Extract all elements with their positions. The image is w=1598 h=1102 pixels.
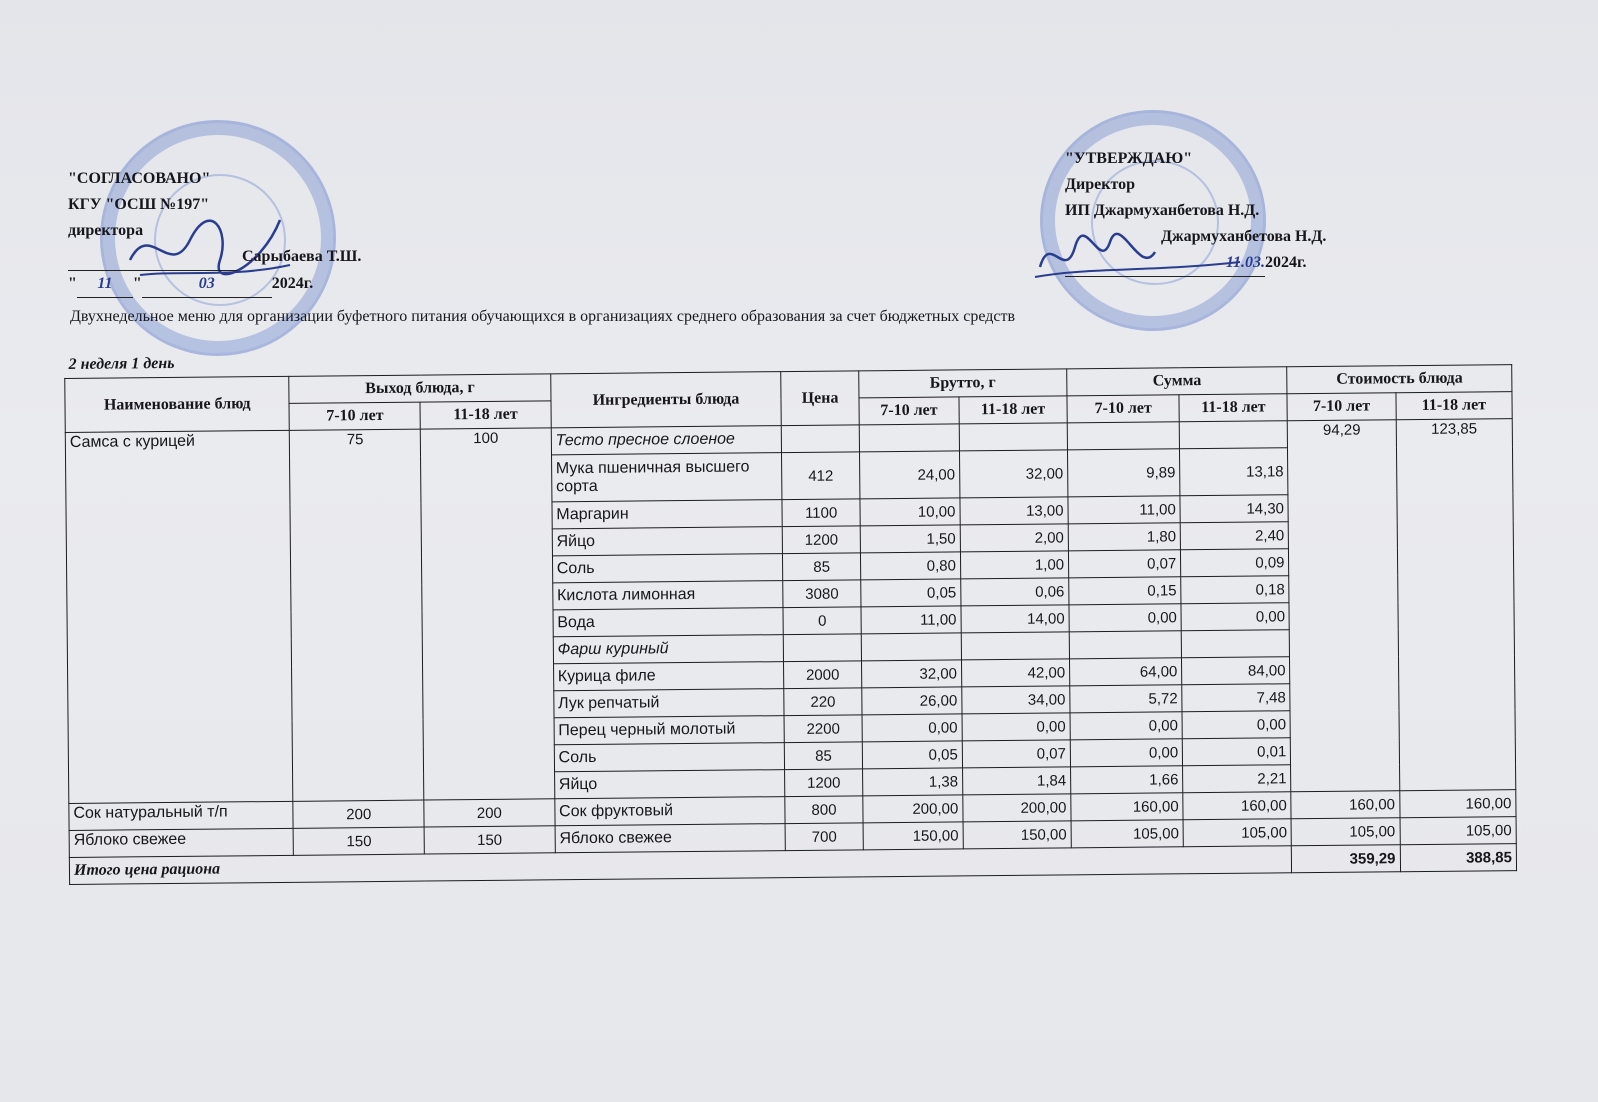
approval-left-heading: "СОГЛАСОВАНО" [68,170,211,187]
ingredient-name: Тесто пресное слоеное [551,426,782,455]
approval-left-date: " 11 " 03 2024г. [68,271,361,298]
approval-right-org: ИП Джармуханбетова Н.Д. [1065,202,1260,219]
brutto-age1: 200,00 [863,795,963,823]
approval-right-date [1065,250,1326,277]
header-dish: Наименование блюд [65,376,290,432]
ingredient-name: Кислота лимонная [552,581,783,610]
dish-cost-age1: 94,29 [1288,420,1400,792]
sum-age2: 160,00 [1183,792,1291,820]
approval-left-position: директора [68,222,144,239]
sum-age1: 5,72 [1070,685,1182,713]
approval-left-block [68,166,361,298]
brutto-age1: 26,00 [862,687,962,715]
brutto-age1: 0,05 [862,741,962,769]
ingredient-name: Лук репчатый [553,689,784,718]
header-cost: Стоимость блюда [1287,365,1512,394]
ingredient-name: Сок фруктовый [555,797,786,826]
approval-right-block [1065,146,1326,277]
brutto-age1: 150,00 [863,822,963,850]
sum-age1 [1067,422,1179,450]
brutto-age2: 1,00 [960,551,1068,579]
sum-age1: 105,00 [1071,820,1183,848]
header-cost-age2: 11-18 лет [1396,392,1513,420]
sum-age2: 0,01 [1183,738,1291,766]
brutto-age2: 32,00 [959,450,1068,498]
sum-age1: 0,00 [1070,712,1182,740]
header-sum-age1: 7-10 лет [1067,395,1179,423]
header-sum-age2: 11-18 лет [1179,394,1287,422]
sum-age2: 13,18 [1180,448,1289,496]
ingredient-price: 85 [783,553,861,581]
brutto-age1 [861,633,961,661]
dish-name: Самса с курицей [65,430,293,803]
header-brutto-age2: 11-18 лет [959,396,1067,424]
sum-age2: 14,30 [1180,495,1288,523]
approval-left-day: 11 [77,271,133,298]
brutto-age1: 0,80 [860,552,960,580]
ingredient-price: 1200 [785,769,863,797]
total-cost-age2: 388,85 [1400,844,1517,872]
header-yield-age1: 7-10 лет [289,402,420,430]
total-label: Итого цена рациона [69,846,1292,885]
brutto-age1: 24,00 [859,451,959,499]
header-yield-age2: 11-18 лет [420,401,551,429]
approval-right-name: Джармуханбетова Н.Д. [1161,228,1327,245]
dish-cost-age1: 105,00 [1291,818,1399,846]
brutto-age2: 0,06 [961,578,1069,606]
ingredient-price: 800 [785,796,863,824]
sum-age2: 0,00 [1181,603,1289,631]
dish-yield-age2: 150 [424,826,555,854]
brutto-age1: 0,05 [861,579,961,607]
dish-name: Яблоко свежее [69,828,294,857]
dish-cost-age2: 105,00 [1400,817,1517,845]
week-day-label: 2 неделя 1 день [68,354,175,373]
ingredient-price: 0 [783,607,861,635]
dish-cost-age2: 123,85 [1396,419,1516,791]
sum-age2: 2,40 [1180,522,1288,550]
sum-age1: 0,00 [1070,739,1182,767]
sum-age1: 1,66 [1071,766,1183,794]
brutto-age2: 2,00 [960,524,1068,552]
header-ingredients: Ингредиенты блюда [550,372,781,428]
sum-age1: 11,00 [1068,496,1180,524]
sum-age1: 64,00 [1070,658,1182,686]
sum-age2: 105,00 [1183,819,1291,847]
ingredient-price: 2000 [784,661,862,689]
sum-age2: 84,00 [1182,657,1290,685]
sum-age2 [1181,630,1289,658]
ingredient-name: Соль [554,743,785,772]
ingredient-name: Мука пшеничная высшего сорта [551,453,782,502]
ingredient-name: Яйцо [552,527,783,556]
approval-right-heading: "УТВЕРЖДАЮ" [1065,150,1193,167]
brutto-age1: 11,00 [861,606,961,634]
dish-yield-age1: 150 [294,827,425,855]
brutto-age2: 34,00 [962,686,1070,714]
brutto-age2: 0,00 [962,713,1070,741]
ingredient-price: 1200 [783,526,861,554]
sum-age1: 160,00 [1071,793,1183,821]
approval-left-signature-line [68,244,361,271]
sum-age1: 0,15 [1069,577,1181,605]
header-yield: Выход блюда, г [289,374,550,404]
ingredient-price: 700 [785,823,863,851]
sum-age2: 0,18 [1181,576,1289,604]
brutto-age1: 1,50 [860,525,960,553]
brutto-age1: 0,00 [862,714,962,742]
brutto-age2: 0,07 [962,740,1070,768]
sum-age2: 0,00 [1182,711,1290,739]
ingredient-price [784,634,862,662]
document-title: Двухнедельное меню для организации буфетного питания обучающихся в организациях среднего образования за счет бюджетных средств [70,308,1016,325]
dish-yield-age1: 200 [293,800,424,828]
ingredient-name: Вода [553,608,784,637]
sum-age1: 1,80 [1068,523,1180,551]
ingredient-price: 412 [782,452,860,500]
dish-name: Сок натуральный т/п [69,801,294,830]
dish-yield-age1: 75 [290,429,424,801]
approval-left-name: Сарыбаева Т.Ш. [242,248,362,265]
sum-age2: 2,21 [1183,765,1291,793]
brutto-age2 [959,423,1067,451]
brutto-age1: 1,38 [862,768,962,796]
sum-age1: 0,00 [1069,604,1181,632]
ingredient-price: 2200 [784,715,862,743]
approval-right-year: 2024г. [1265,254,1307,271]
approval-right-position: Директор [1065,176,1135,193]
total-cost-age1: 359,29 [1292,845,1400,873]
ingredient-name: Маргарин [552,500,783,529]
sum-age2: 7,48 [1182,684,1290,712]
header-brutto-age1: 7-10 лет [859,397,959,425]
header-cost-age1: 7-10 лет [1287,393,1395,421]
brutto-age2: 200,00 [963,794,1071,822]
ingredient-name: Яблоко свежее [555,824,786,853]
ingredient-name: Соль [552,554,783,583]
approval-left-org: КГУ "ОСШ №197" [68,196,210,213]
ingredient-name: Перец черный молотый [554,716,785,745]
dish-cost-age1: 160,00 [1291,791,1399,819]
sum-age1: 0,07 [1068,550,1180,578]
brutto-age2 [961,632,1069,660]
brutto-age1 [859,424,959,452]
approval-right-day: 11.03. [1065,250,1265,277]
brutto-age1: 10,00 [860,498,960,526]
ingredient-price: 1100 [782,499,860,527]
ingredient-price: 85 [785,742,863,770]
ingredient-price: 220 [784,688,862,716]
header-sum: Сумма [1067,367,1288,396]
ingredient-name: Яйцо [554,770,785,799]
dish-cost-age2: 160,00 [1399,790,1516,818]
ingredient-name: Фарш куриный [553,635,784,664]
brutto-age2: 13,00 [960,497,1068,525]
sum-age1: 9,89 [1068,449,1181,497]
brutto-age2: 150,00 [963,821,1071,849]
header-brutto: Брутто, г [859,369,1067,398]
brutto-age2: 14,00 [961,605,1069,633]
brutto-age2: 1,84 [962,767,1070,795]
brutto-age1: 32,00 [861,660,961,688]
ingredient-price: 3080 [783,580,861,608]
header-price: Цена [781,371,859,426]
ingredient-price [782,425,860,453]
ingredient-name: Курица филе [553,662,784,691]
sum-age2 [1179,421,1287,449]
approval-left-year: 2024г. [271,275,314,292]
brutto-age2: 42,00 [961,659,1069,687]
sum-age2: 0,09 [1181,549,1289,577]
dish-yield-age2: 100 [420,428,554,800]
dish-yield-age2: 200 [424,799,555,827]
approval-left-month: 03 [142,271,272,298]
sum-age1 [1069,631,1181,659]
menu-table [64,338,1517,885]
